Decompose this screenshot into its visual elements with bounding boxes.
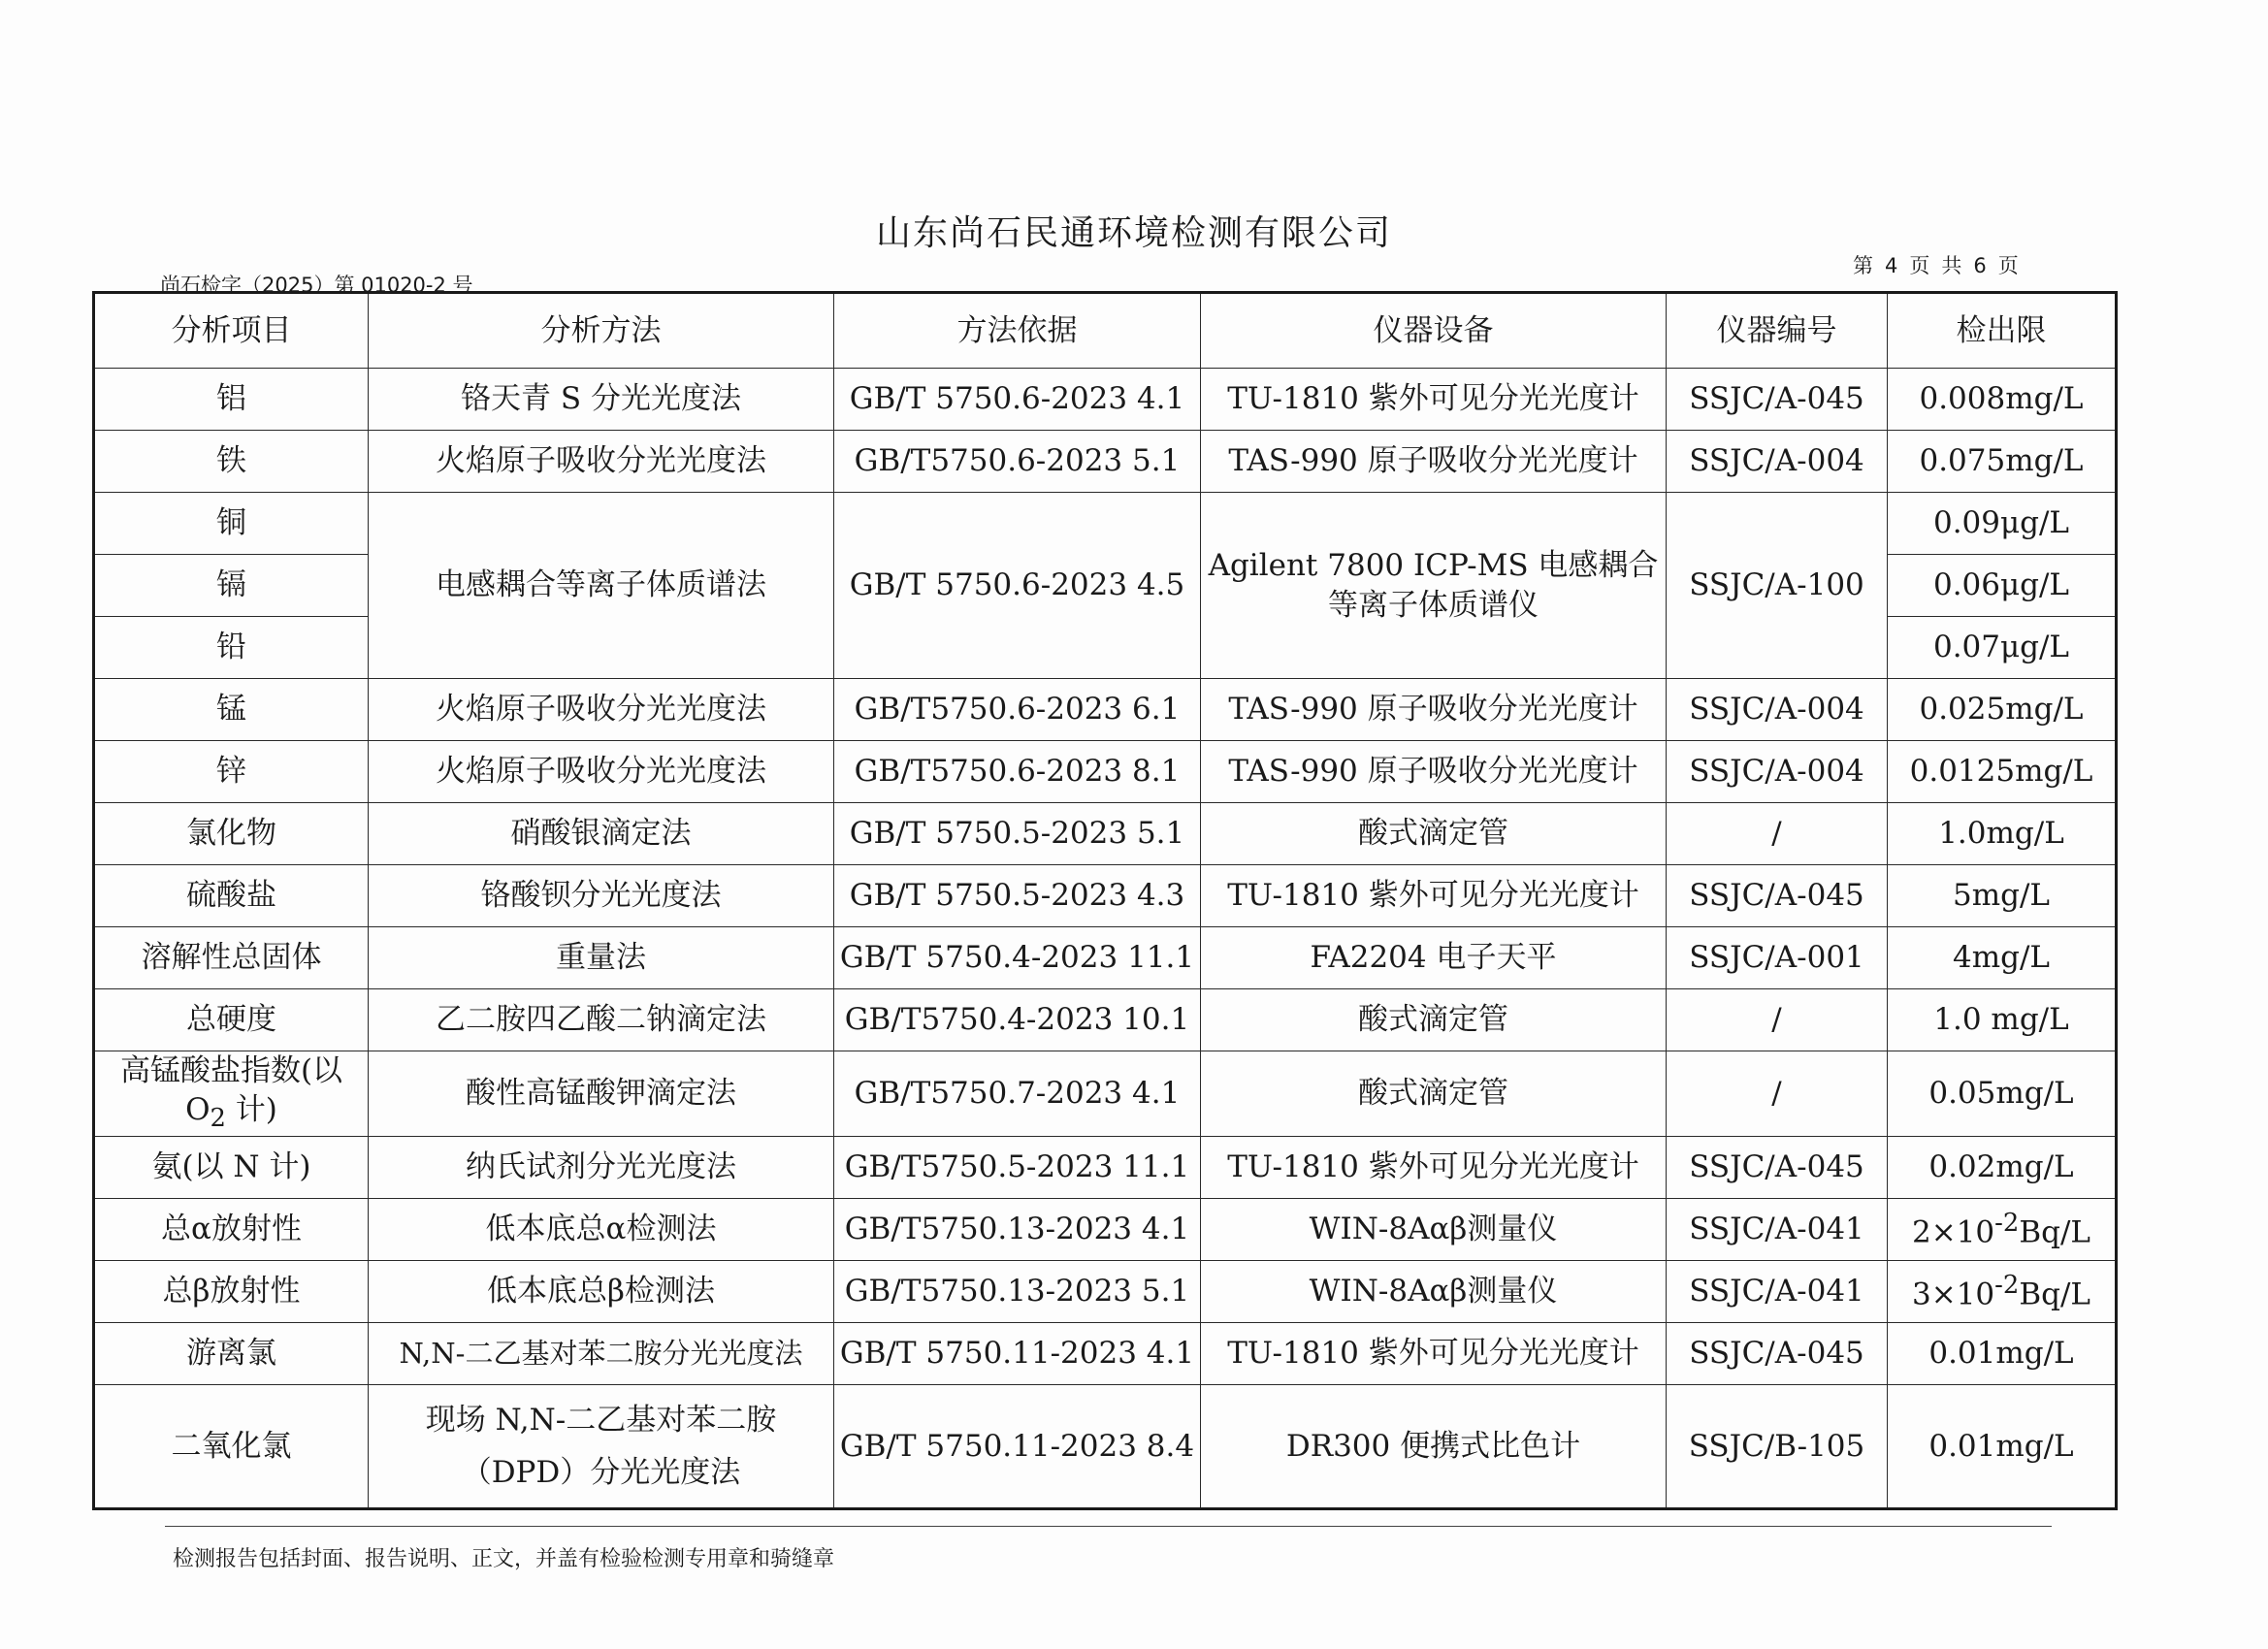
cell-instrument: TAS-990 原子吸收分光光度计 <box>1201 679 1667 741</box>
cell-method: 火焰原子吸收分光光度法 <box>369 431 834 493</box>
cell-instrument: 酸式滴定管 <box>1201 989 1667 1051</box>
cell-item: 锌 <box>94 741 369 803</box>
cell-instrument: 酸式滴定管 <box>1201 1051 1667 1137</box>
cell-standard: GB/T5750.6-2023 5.1 <box>834 431 1201 493</box>
table-row <box>94 369 2117 431</box>
cell-item: 总α放射性 <box>94 1199 369 1261</box>
cell-instrument: TU-1810 紫外可见分光光度计 <box>1201 369 1667 431</box>
table-row <box>94 1051 2117 1137</box>
report-number: 尚石检字（2025）第 01020-2 号 <box>160 274 473 297</box>
cell-instrument: WIN-8Aαβ测量仪 <box>1201 1199 1667 1261</box>
cell-limit: 1.0 mg/L <box>1888 989 2117 1051</box>
page-indicator <box>1848 250 2025 279</box>
cell-code: SSJC/A-004 <box>1667 679 1888 741</box>
table-header-row <box>94 293 2117 369</box>
cell-standard: GB/T 5750.6-2023 4.5 <box>834 493 1201 679</box>
cell-instrument: TU-1810 紫外可见分光光度计 <box>1201 865 1667 927</box>
analysis-methods-table <box>92 291 2118 1510</box>
cell-standard: GB/T5750.4-2023 10.1 <box>834 989 1201 1051</box>
cell-code: SSJC/A-001 <box>1667 927 1888 989</box>
cell-standard: GB/T5750.13-2023 4.1 <box>834 1199 1201 1261</box>
page-total: 6 <box>1973 254 1989 277</box>
cell-code: SSJC/A-045 <box>1667 1323 1888 1385</box>
cell-limit: 1.0mg/L <box>1888 803 2117 865</box>
cell-instrument: TAS-990 原子吸收分光光度计 <box>1201 431 1667 493</box>
cell-method: 铬天青 S 分光光度法 <box>369 369 834 431</box>
cell-item <box>94 1051 369 1137</box>
cell-item: 氨(以 N 计) <box>94 1137 369 1199</box>
method-line-1: 现场 N,N-二乙基对苯二胺 <box>425 1402 777 1438</box>
cell-instrument: FA2204 电子天平 <box>1201 927 1667 989</box>
cell-method: 火焰原子吸收分光光度法 <box>369 741 834 803</box>
table-row <box>94 1137 2117 1199</box>
cell-item: 锰 <box>94 679 369 741</box>
table-row <box>94 679 2117 741</box>
cell-method: 火焰原子吸收分光光度法 <box>369 679 834 741</box>
cell-code: / <box>1667 1051 1888 1137</box>
instrument-line-1: Agilent 7800 ICP-MS 电感耦合 <box>1208 548 1659 584</box>
cell-code: SSJC/A-100 <box>1667 493 1888 679</box>
cell-standard: GB/T 5750.11-2023 4.1 <box>834 1323 1201 1385</box>
cell-method: 乙二胺四乙酸二钠滴定法 <box>369 989 834 1051</box>
cell-limit: 0.07μg/L <box>1888 617 2117 679</box>
cell-instrument <box>1201 493 1667 679</box>
cell-standard: GB/T 5750.11-2023 8.4 <box>834 1385 1201 1509</box>
cell-limit: 0.06μg/L <box>1888 555 2117 617</box>
cell-method: 重量法 <box>369 927 834 989</box>
cell-method: N,N-二乙基对苯二胺分光光度法 <box>369 1323 834 1385</box>
cell-limit: 5mg/L <box>1888 865 2117 927</box>
cell-limit: 0.01mg/L <box>1888 1323 2117 1385</box>
col-header-code: 仪器编号 <box>1667 293 1888 369</box>
page-prefix: 第 <box>1853 254 1875 277</box>
cell-code: SSJC/A-041 <box>1667 1199 1888 1261</box>
cell-limit: 4mg/L <box>1888 927 2117 989</box>
col-header-instrument: 仪器设备 <box>1201 293 1667 369</box>
cell-method: 酸性高锰酸钾滴定法 <box>369 1051 834 1137</box>
cell-code: SSJC/A-045 <box>1667 1137 1888 1199</box>
cell-code: SSJC/A-004 <box>1667 431 1888 493</box>
cell-code: SSJC/A-045 <box>1667 369 1888 431</box>
cell-instrument: WIN-8Aαβ测量仪 <box>1201 1261 1667 1323</box>
cell-method: 铬酸钡分光光度法 <box>369 865 834 927</box>
cell-method: 硝酸银滴定法 <box>369 803 834 865</box>
cell-method: 纳氏试剂分光光度法 <box>369 1137 834 1199</box>
cell-standard: GB/T5750.6-2023 8.1 <box>834 741 1201 803</box>
cell-limit: 0.05mg/L <box>1888 1051 2117 1137</box>
cell-limit: 0.075mg/L <box>1888 431 2117 493</box>
cell-limit: $2\times 10^{-2}Bq/L$ <box>1888 1199 2117 1261</box>
table-row <box>94 741 2117 803</box>
cell-item: 铁 <box>94 431 369 493</box>
cell-method: 低本底总α检测法 <box>369 1199 834 1261</box>
cell-item: 二氧化氯 <box>94 1385 369 1509</box>
cell-code: SSJC/B-105 <box>1667 1385 1888 1509</box>
cell-item: 铝 <box>94 369 369 431</box>
page-label: 页 <box>1909 254 1932 277</box>
table-row <box>94 431 2117 493</box>
table-row <box>94 1261 2117 1323</box>
total-label: 共 <box>1941 254 1964 277</box>
page-suffix: 页 <box>1997 254 2021 277</box>
footer-note: 检测报告包括封面、报告说明、正文，并盖有检验检测专用章和骑缝章 <box>173 1547 835 1571</box>
cell-method <box>369 1385 834 1509</box>
cell-limit: 0.008mg/L <box>1888 369 2117 431</box>
cell-code: / <box>1667 989 1888 1051</box>
cell-item: 游离氯 <box>94 1323 369 1385</box>
cell-item: 总β放射性 <box>94 1261 369 1323</box>
cell-standard: GB/T 5750.5-2023 5.1 <box>834 803 1201 865</box>
cell-standard: GB/T 5750.6-2023 4.1 <box>834 369 1201 431</box>
cell-code: SSJC/A-045 <box>1667 865 1888 927</box>
cell-limit: 0.09μg/L <box>1888 493 2117 555</box>
col-header-item: 分析项目 <box>94 293 369 369</box>
method-line-2: （DPD）分光光度法 <box>461 1455 741 1491</box>
col-header-limit: 检出限 <box>1888 293 2117 369</box>
cell-standard: GB/T5750.6-2023 6.1 <box>834 679 1201 741</box>
cell-standard: GB/T 5750.5-2023 4.3 <box>834 865 1201 927</box>
cell-standard: GB/T5750.13-2023 5.1 <box>834 1261 1201 1323</box>
table-row <box>94 1323 2117 1385</box>
cell-item: 铜 <box>94 493 369 555</box>
cell-item: 铅 <box>94 617 369 679</box>
cell-instrument: 酸式滴定管 <box>1201 803 1667 865</box>
cell-limit: 0.025mg/L <box>1888 679 2117 741</box>
cell-limit: $3\times 10^{-2}Bq/L$ <box>1888 1261 2117 1323</box>
cell-instrument: DR300 便携式比色计 <box>1201 1385 1667 1509</box>
cell-item: 氯化物 <box>94 803 369 865</box>
company-name: 山东尚石民通环境检测有限公司 <box>875 213 1392 253</box>
table-row <box>94 865 2117 927</box>
cell-limit: 0.02mg/L <box>1888 1137 2117 1199</box>
col-header-standard: 方法依据 <box>834 293 1201 369</box>
cell-code: SSJC/A-041 <box>1667 1261 1888 1323</box>
col-header-method: 分析方法 <box>369 293 834 369</box>
cell-instrument: TU-1810 紫外可见分光光度计 <box>1201 1137 1667 1199</box>
cell-item: 硫酸盐 <box>94 865 369 927</box>
cell-standard: GB/T 5750.4-2023 11.1 <box>834 927 1201 989</box>
table-row <box>94 493 2117 555</box>
page-number: 4 <box>1885 254 1900 277</box>
cell-method: 电感耦合等离子体质谱法 <box>369 493 834 679</box>
cell-limit: 0.0125mg/L <box>1888 741 2117 803</box>
table-row <box>94 1199 2117 1261</box>
cell-item: 溶解性总固体 <box>94 927 369 989</box>
cell-method: 低本底总β检测法 <box>369 1261 834 1323</box>
cell-item: 镉 <box>94 555 369 617</box>
cell-item: 总硬度 <box>94 989 369 1051</box>
cell-code: / <box>1667 803 1888 865</box>
table-row <box>94 1385 2117 1509</box>
cell-instrument: TU-1810 紫外可见分光光度计 <box>1201 1323 1667 1385</box>
instrument-line-2: 等离子体质谱仪 <box>1328 587 1539 623</box>
table-row <box>94 927 2117 989</box>
cell-standard: GB/T5750.5-2023 11.1 <box>834 1137 1201 1199</box>
cell-instrument: TAS-990 原子吸收分光光度计 <box>1201 741 1667 803</box>
cell-standard: GB/T5750.7-2023 4.1 <box>834 1051 1201 1137</box>
cell-code: SSJC/A-004 <box>1667 741 1888 803</box>
item-line-1: 高锰酸盐指数(以 <box>119 1053 343 1088</box>
table-row <box>94 989 2117 1051</box>
cell-limit: 0.01mg/L <box>1888 1385 2117 1509</box>
footer-divider <box>165 1526 2052 1527</box>
item-line-2: $O_2$ 计) <box>185 1092 277 1134</box>
table-row <box>94 803 2117 865</box>
